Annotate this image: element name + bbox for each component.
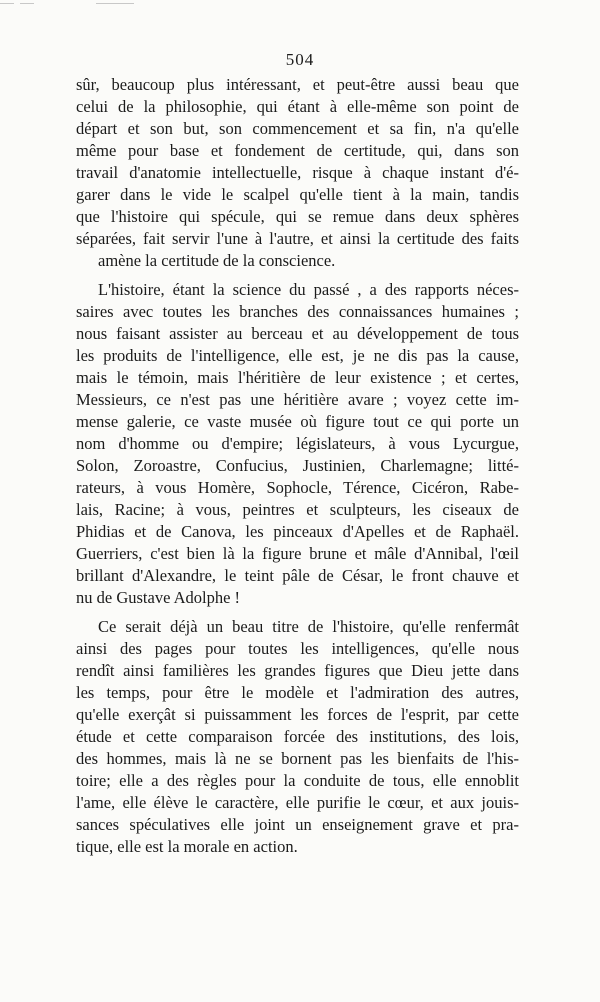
text-line: rateurs, à vous Homère, Sophocle, Térence, Cicéron, Rabe- (76, 478, 519, 497)
text-body (76, 74, 519, 865)
text-line: tique, elle est la morale en action. (76, 837, 298, 856)
text-line: saires avec toutes les branches des connaissances humaines ; (76, 302, 519, 321)
text-line: même pour base et fondement de certitude, qui, dans son (76, 141, 519, 160)
text-line: rendît ainsi familières les grandes figures que Dieu jette dans (76, 661, 519, 680)
text-line: Messieurs, ce n'est pas une héritière avare ; voyez cette im- (76, 390, 519, 409)
text-line: étude et cette comparaison forcée des institutions, des lois, (76, 727, 519, 746)
scan-edge-mark (96, 3, 134, 4)
text-line: toire; elle a des règles pour la conduite de tous, elle ennoblit (76, 771, 519, 790)
text-line: les produits de l'intelligence, elle est, je ne dis pas la cause, (76, 346, 519, 365)
text-line: Phidias et de Canova, les pinceaux d'Apelles et de Raphaël. (76, 522, 519, 541)
text-line: des hommes, mais là ne se bornent pas les bienfaits de l'his- (76, 749, 519, 768)
text-line: celui de la philosophie, qui étant à elle-même son point de (76, 97, 519, 116)
text-line: travail d'anatomie intellectuelle, risque à chaque instant d'é- (76, 163, 519, 182)
scan-edge-mark (0, 3, 14, 4)
text-line: garer dans le vide le scalpel qu'elle tient à la main, tandis (76, 185, 519, 204)
text-line: ainsi des pages pour toutes les intelligences, qu'elle nous (76, 639, 519, 658)
text-line: départ et son but, son commencement et sa fin, n'a qu'elle (76, 119, 519, 138)
text-line: amène la certitude de la conscience. (98, 251, 336, 270)
text-line: sûr, beaucoup plus intéressant, et peut-être aussi beau que (76, 75, 519, 94)
scan-edge-mark (20, 3, 34, 4)
text-line: sances spéculatives elle joint un enseignement grave et pra- (76, 815, 519, 834)
text-line: Ce serait déjà un beau titre de l'histoire, qu'elle renfermât (98, 617, 519, 636)
text-line: qu'elle exerçât si puissamment les forces de l'esprit, par cette (76, 705, 519, 724)
text-line: lais, Racine; à vous, peintres et sculpteurs, les ciseaux de (76, 500, 519, 519)
text-line: nous faisant assister au berceau et au développement de tous (76, 324, 519, 343)
text-line: L'histoire, étant la science du passé , a des rapports néces- (98, 280, 519, 299)
paragraph-1 (76, 74, 519, 272)
text-line: les temps, pour être le modèle et l'admiration des autres, (76, 683, 519, 702)
text-line: brillant d'Alexandre, le teint pâle de César, le front chauve et (76, 566, 519, 585)
text-line: Guerriers, c'est bien là la figure brune et mâle d'Annibal, l'œil (76, 544, 519, 563)
text-line: mense galerie, ce vaste musée où figure tout ce qui porte un (76, 412, 519, 431)
text-line: Solon, Zoroastre, Confucius, Justinien, Charlemagne; litté- (76, 456, 519, 475)
paragraph-3 (76, 616, 519, 858)
text-line: nu de Gustave Adolphe ! (76, 588, 241, 607)
paragraph-2 (76, 279, 519, 609)
text-line: séparées, fait servir l'une à l'autre, et ainsi la certitude des faits (76, 229, 519, 248)
text-line: mais le témoin, mais l'héritière de leur existence ; et certes, (76, 368, 519, 387)
text-line: l'ame, elle élève le caractère, elle purifie le cœur, et aux jouis- (76, 793, 519, 812)
page-number: 504 (285, 50, 315, 69)
text-line: nom d'homme ou d'empire; législateurs, à vous Lycurgue, (76, 434, 519, 453)
text-line: que l'histoire qui spécule, qui se remue dans deux sphères (76, 207, 519, 226)
